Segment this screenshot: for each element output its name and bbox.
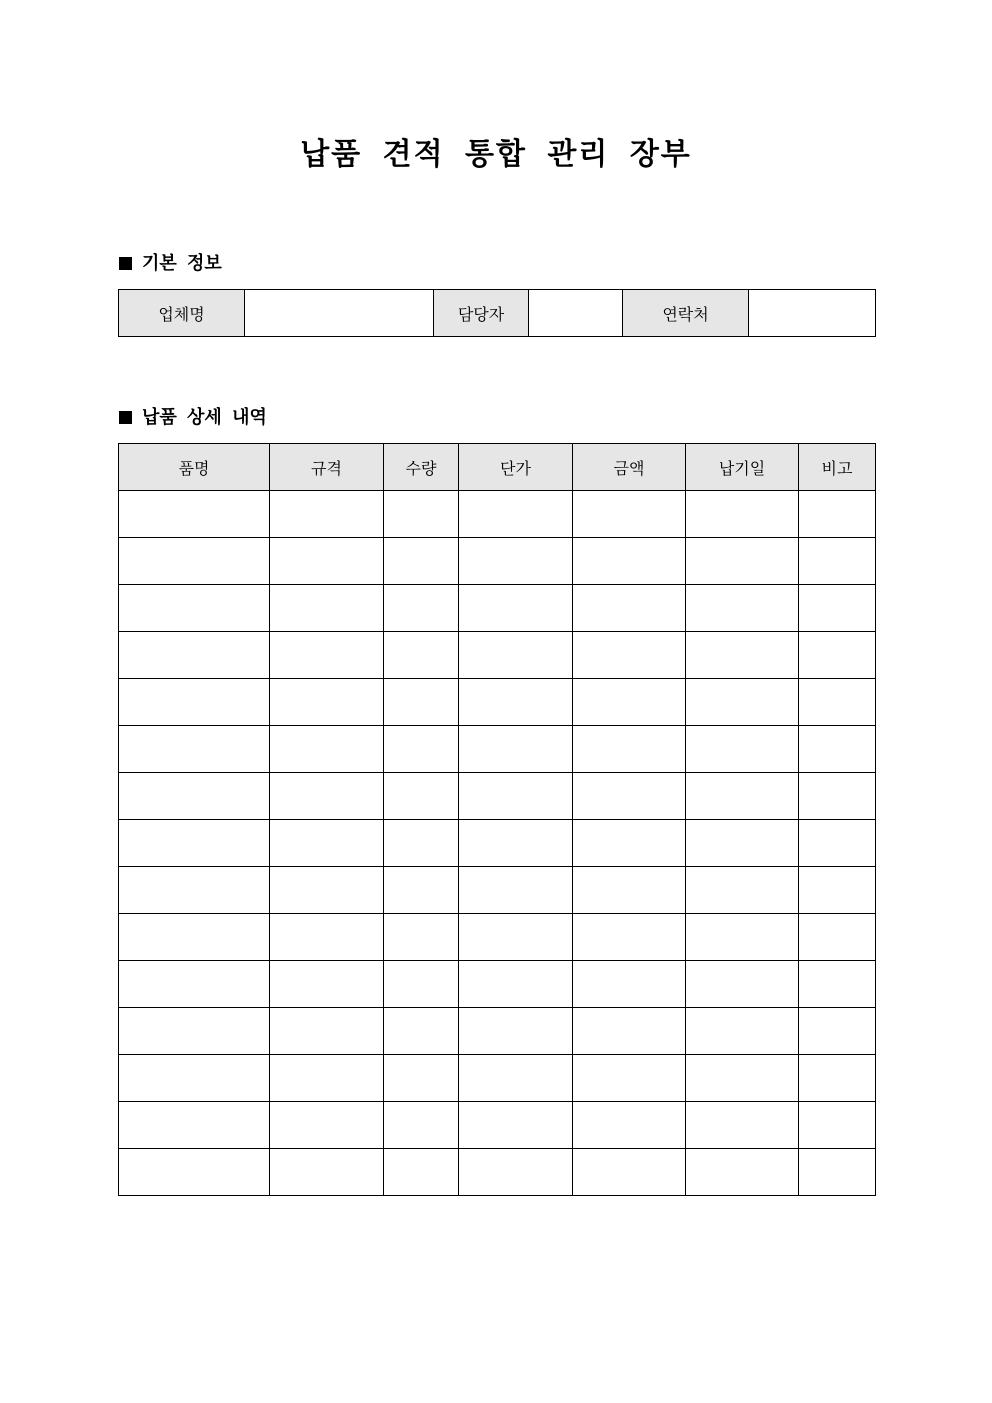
item-name-cell[interactable] <box>119 961 270 1008</box>
table-row <box>119 726 876 773</box>
item-name-cell[interactable] <box>119 1149 270 1196</box>
item-name-cell[interactable] <box>119 491 270 538</box>
amount-cell[interactable] <box>573 867 686 914</box>
unit-price-cell[interactable] <box>459 914 573 961</box>
contact-person-field[interactable] <box>529 290 623 337</box>
table-row <box>119 961 876 1008</box>
phone-field[interactable] <box>749 290 876 337</box>
remarks-cell[interactable] <box>799 491 876 538</box>
table-row <box>119 491 876 538</box>
item-name-cell[interactable] <box>119 867 270 914</box>
contact-person-label: 담당자 <box>434 290 529 337</box>
item-name-cell[interactable] <box>119 1102 270 1149</box>
table-row <box>119 1149 876 1196</box>
quantity-cell[interactable] <box>384 585 459 632</box>
remarks-cell[interactable] <box>799 1055 876 1102</box>
unit-price-cell[interactable] <box>459 538 573 585</box>
due-date-cell[interactable] <box>686 1102 799 1149</box>
amount-cell[interactable] <box>573 1055 686 1102</box>
table-row <box>119 538 876 585</box>
unit-price-cell[interactable] <box>459 491 573 538</box>
spec-cell[interactable] <box>270 773 384 820</box>
spec-cell[interactable] <box>270 820 384 867</box>
remarks-cell[interactable] <box>799 914 876 961</box>
phone-label: 연락처 <box>623 290 749 337</box>
column-header-quantity: 수량 <box>384 444 459 491</box>
amount-cell[interactable] <box>573 961 686 1008</box>
spec-cell[interactable] <box>270 1055 384 1102</box>
spec-cell[interactable] <box>270 679 384 726</box>
item-name-cell[interactable] <box>119 585 270 632</box>
unit-price-cell[interactable] <box>459 632 573 679</box>
quantity-cell[interactable] <box>384 632 459 679</box>
item-name-cell[interactable] <box>119 1055 270 1102</box>
table-row <box>119 1102 876 1149</box>
unit-price-cell[interactable] <box>459 867 573 914</box>
amount-cell[interactable] <box>573 1008 686 1055</box>
spec-cell[interactable] <box>270 1149 384 1196</box>
quantity-cell[interactable] <box>384 679 459 726</box>
table-row <box>119 585 876 632</box>
unit-price-cell[interactable] <box>459 1008 573 1055</box>
amount-cell[interactable] <box>573 726 686 773</box>
item-name-cell[interactable] <box>119 820 270 867</box>
company-name-field[interactable] <box>245 290 434 337</box>
column-header-amount: 금액 <box>573 444 686 491</box>
table-row <box>119 773 876 820</box>
spec-cell[interactable] <box>270 491 384 538</box>
spec-cell[interactable] <box>270 961 384 1008</box>
amount-cell[interactable] <box>573 1102 686 1149</box>
due-date-cell[interactable] <box>686 1008 799 1055</box>
table-row <box>119 1008 876 1055</box>
section-heading-label: 납품 상세 내역 <box>142 407 267 428</box>
delivery-details-body <box>119 491 876 1196</box>
spec-cell[interactable] <box>270 632 384 679</box>
amount-cell[interactable] <box>573 538 686 585</box>
due-date-cell[interactable] <box>686 961 799 1008</box>
item-name-cell[interactable] <box>119 538 270 585</box>
section-heading-delivery-details <box>119 406 267 430</box>
spec-cell[interactable] <box>270 538 384 585</box>
quantity-cell[interactable] <box>384 726 459 773</box>
unit-price-cell[interactable] <box>459 1055 573 1102</box>
square-bullet-icon <box>119 411 132 424</box>
table-row <box>119 1055 876 1102</box>
basic-info-table <box>118 289 876 337</box>
amount-cell[interactable] <box>573 679 686 726</box>
quantity-cell[interactable] <box>384 773 459 820</box>
table-header-row <box>119 444 876 491</box>
unit-price-cell[interactable] <box>459 679 573 726</box>
item-name-cell[interactable] <box>119 914 270 961</box>
due-date-cell[interactable] <box>686 491 799 538</box>
due-date-cell[interactable] <box>686 679 799 726</box>
remarks-cell[interactable] <box>799 820 876 867</box>
spec-cell[interactable] <box>270 1008 384 1055</box>
unit-price-cell[interactable] <box>459 585 573 632</box>
quantity-cell[interactable] <box>384 538 459 585</box>
due-date-cell[interactable] <box>686 538 799 585</box>
basic-info-row <box>119 290 876 337</box>
item-name-cell[interactable] <box>119 679 270 726</box>
quantity-cell[interactable] <box>384 961 459 1008</box>
amount-cell[interactable] <box>573 585 686 632</box>
item-name-cell[interactable] <box>119 773 270 820</box>
column-header-due-date: 납기일 <box>686 444 799 491</box>
column-header-unit-price: 단가 <box>459 444 573 491</box>
table-row <box>119 679 876 726</box>
table-row <box>119 914 876 961</box>
company-name-label: 업체명 <box>119 290 245 337</box>
unit-price-cell[interactable] <box>459 1149 573 1196</box>
quantity-cell[interactable] <box>384 914 459 961</box>
unit-price-cell[interactable] <box>459 726 573 773</box>
quantity-cell[interactable] <box>384 1055 459 1102</box>
amount-cell[interactable] <box>573 632 686 679</box>
remarks-cell[interactable] <box>799 679 876 726</box>
spec-cell[interactable] <box>270 867 384 914</box>
due-date-cell[interactable] <box>686 820 799 867</box>
unit-price-cell[interactable] <box>459 773 573 820</box>
quantity-cell[interactable] <box>384 1008 459 1055</box>
unit-price-cell[interactable] <box>459 820 573 867</box>
due-date-cell[interactable] <box>686 773 799 820</box>
amount-cell[interactable] <box>573 914 686 961</box>
table-row <box>119 867 876 914</box>
spec-cell[interactable] <box>270 1102 384 1149</box>
spec-cell[interactable] <box>270 914 384 961</box>
quantity-cell[interactable] <box>384 1102 459 1149</box>
column-header-remarks: 비고 <box>799 444 876 491</box>
item-name-cell[interactable] <box>119 632 270 679</box>
remarks-cell[interactable] <box>799 773 876 820</box>
column-header-item-name: 품명 <box>119 444 270 491</box>
remarks-cell[interactable] <box>799 726 876 773</box>
amount-cell[interactable] <box>573 820 686 867</box>
quantity-cell[interactable] <box>384 1149 459 1196</box>
unit-price-cell[interactable] <box>459 1102 573 1149</box>
section-heading-basic-info <box>119 252 222 276</box>
remarks-cell[interactable] <box>799 538 876 585</box>
quantity-cell[interactable] <box>384 820 459 867</box>
page-title: 납품 견적 통합 관리 장부 <box>300 137 692 172</box>
remarks-cell[interactable] <box>799 585 876 632</box>
amount-cell[interactable] <box>573 491 686 538</box>
due-date-cell[interactable] <box>686 914 799 961</box>
column-header-spec: 규격 <box>270 444 384 491</box>
table-row <box>119 632 876 679</box>
table-row <box>119 820 876 867</box>
spec-cell[interactable] <box>270 726 384 773</box>
delivery-details-table <box>118 443 876 1196</box>
square-bullet-icon <box>119 257 132 270</box>
amount-cell[interactable] <box>573 773 686 820</box>
spec-cell[interactable] <box>270 585 384 632</box>
remarks-cell[interactable] <box>799 961 876 1008</box>
remarks-cell[interactable] <box>799 1102 876 1149</box>
amount-cell[interactable] <box>573 1149 686 1196</box>
quantity-cell[interactable] <box>384 867 459 914</box>
remarks-cell[interactable] <box>799 632 876 679</box>
remarks-cell[interactable] <box>799 1149 876 1196</box>
remarks-cell[interactable] <box>799 867 876 914</box>
due-date-cell[interactable] <box>686 1055 799 1102</box>
section-heading-label: 기본 정보 <box>142 253 222 274</box>
item-name-cell[interactable] <box>119 1008 270 1055</box>
item-name-cell[interactable] <box>119 726 270 773</box>
remarks-cell[interactable] <box>799 1008 876 1055</box>
due-date-cell[interactable] <box>686 1149 799 1196</box>
due-date-cell[interactable] <box>686 867 799 914</box>
due-date-cell[interactable] <box>686 726 799 773</box>
unit-price-cell[interactable] <box>459 961 573 1008</box>
quantity-cell[interactable] <box>384 491 459 538</box>
due-date-cell[interactable] <box>686 585 799 632</box>
due-date-cell[interactable] <box>686 632 799 679</box>
